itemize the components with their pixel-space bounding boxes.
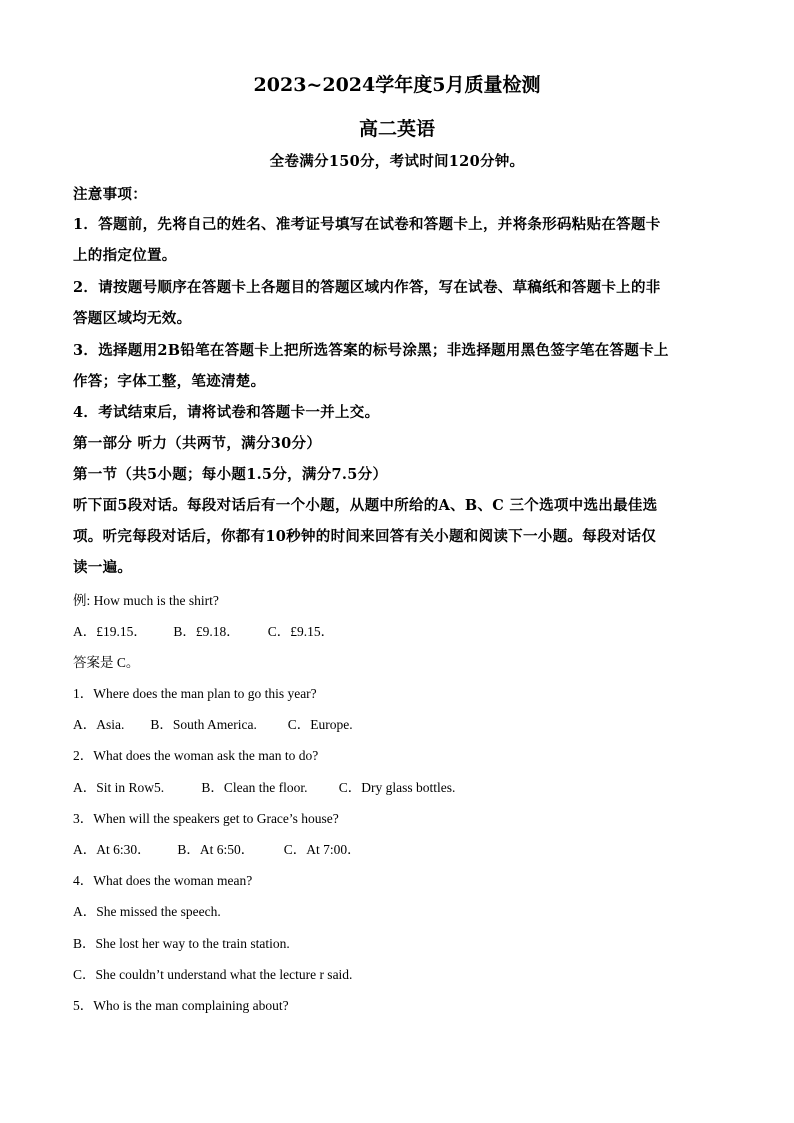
page-title: 2023~2024学年度5月质量检测 — [253, 74, 541, 96]
question-2-option-c: C．Dry glass bottles. — [338, 780, 456, 795]
example-options — [73, 620, 728, 640]
note-1-line-1: 1．答题前，先将自己的姓名、准考证号填写在试卷和答题卡上，并将条形码粘贴在答题卡 — [73, 216, 661, 233]
example-answer: 答案是 C。 — [73, 655, 140, 670]
question-1-stem: 1．Where does the man plan to go this year? — [73, 686, 317, 701]
note-2-line-2: 答题区域均无效。 — [73, 310, 192, 327]
question-2-option-a: A．Sit in Row5. — [73, 780, 165, 795]
note-4: 4．考试结束后，请将试卷和答题卡一并上交。 — [73, 404, 380, 421]
example-question: 例: How much is the shirt? — [73, 593, 219, 608]
question-1-option-b: B．South America. — [150, 717, 257, 732]
question-3-stem: 3．When will the speakers get to Grace’s house? — [73, 811, 339, 826]
question-3-option-a: A．At 6:30． — [73, 842, 151, 857]
example-option-c: C．£9.15． — [267, 624, 335, 639]
question-2-options — [73, 776, 728, 796]
question-4-option-a: A．She missed the speech. — [73, 904, 221, 919]
question-1-options — [73, 713, 728, 733]
subject-title: 高二英语 — [358, 118, 435, 140]
question-2-option-b: B．Clean the floor. — [201, 780, 308, 795]
score-info: 全卷满分150分，考试时间120分钟。 — [269, 153, 525, 170]
question-4-option-b: B．She lost her way to the train station. — [73, 936, 290, 951]
instructions-line-1: 听下面5段对话。每段对话后有一个小题，从题中所给的A、B、C 三个选项中选出最佳选 — [73, 497, 658, 514]
note-3-line-2: 作答；字体工整，笔迹清楚。 — [73, 373, 266, 390]
notes-heading: 注意事项： — [73, 186, 147, 203]
question-5-stem: 5．Who is the man complaining about? — [73, 998, 289, 1013]
instructions-line-2: 项。听完每段对话后，你都有10秒钟的时间来回答有关小题和阅读下一小题。每段对话仅 — [73, 528, 657, 545]
question-3-option-b: B．At 6:50． — [177, 842, 255, 857]
note-2-line-1: 2．请按题号顺序在答题卡上各题目的答题区域内作答，写在试卷、草稿纸和答题卡上的非 — [73, 279, 661, 296]
question-1-option-a: A．Asia. — [73, 717, 125, 732]
question-3-option-c: C．At 7:00． — [283, 842, 361, 857]
section1-heading: 第一节（共5小题；每小题1.5分，满分7.5分） — [73, 466, 388, 483]
example-option-a: A．£19.15． — [73, 624, 147, 639]
note-1-line-2: 上的指定位置。 — [73, 247, 177, 264]
question-3-options — [73, 838, 728, 858]
question-2-stem: 2．What does the woman ask the man to do? — [73, 748, 319, 763]
part1-heading: 第一部分 听力（共两节，满分30分） — [73, 435, 322, 452]
note-3-line-1: 3．选择题用2B铅笔在答题卡上把所选答案的标号涂黑；非选择题用黑色签字笔在答题卡上 — [73, 342, 669, 359]
instructions-line-3: 读一遍。 — [73, 559, 133, 576]
question-4-stem: 4．What does the woman mean? — [73, 873, 253, 888]
question-4-option-c: C．She couldn’t understand what the lecture r said. — [73, 967, 353, 982]
example-option-b: B．£9.18． — [173, 624, 240, 639]
question-1-option-c: C．Europe. — [287, 717, 353, 732]
